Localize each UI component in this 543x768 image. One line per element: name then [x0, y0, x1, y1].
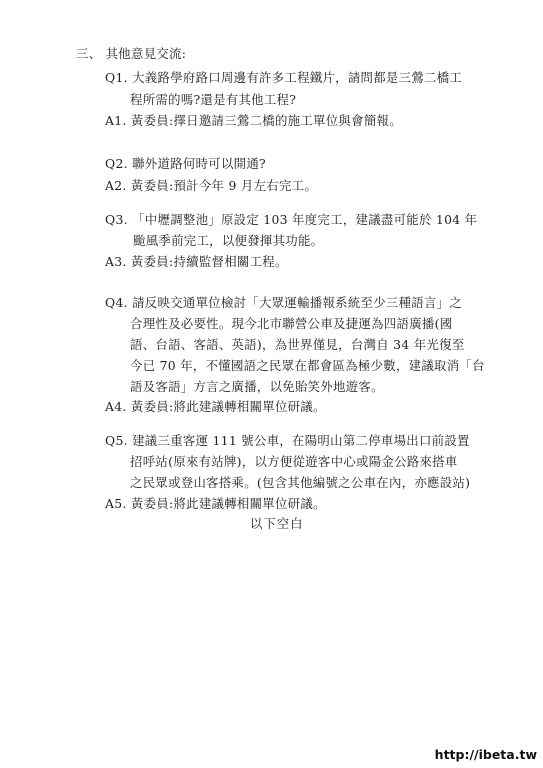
question-5-line-2: 招呼站(原來有站牌)，以方便從遊客中心或陽金公路來搭車 [130, 454, 458, 469]
section-heading: 三、 其他意見交流: [76, 46, 187, 61]
question-4-line-1: Q4. 請反映交通單位檢討「大眾運輸播報系統至少三種語言」之 [105, 295, 463, 310]
question-3-line-1: Q3. 「中壢調整池」原設定 103 年度完工，建議盡可能於 104 年 [105, 212, 478, 227]
question-4-line-4: 今已 70 年，不懂國語之民眾在都會區為極少數，建議取消「台 [130, 358, 485, 373]
answer-3: A3. 黃委員:持續監督相關工程。 [105, 254, 288, 269]
question-5-line-1: Q5. 建議三重客運 111 號公車，在陽明山第二停車場出口前設置 [105, 433, 470, 448]
answer-5: A5. 黃委員:將此建議轉相關單位研議。 [105, 496, 326, 511]
watermark: http://ibeta.tw [434, 747, 537, 762]
question-4-line-2: 合理性及必要性。現今北市聯營公車及捷運為四語廣播(國 [130, 316, 453, 331]
question-1-line-2: 程所需的嗎?還是有其他工程? [130, 92, 297, 107]
answer-2: A2. 黃委員:預計今年 9 月左右完工。 [105, 178, 318, 193]
question-3-line-2: 颱風季前完工，以便發揮其功能。 [133, 233, 324, 248]
answer-4: A4. 黃委員:將此建議轉相關單位研議。 [105, 399, 326, 414]
question-4-line-5: 語及客語」方言之廣播，以免貽笑外地遊客。 [130, 379, 384, 394]
answer-1: A1. 黃委員:擇日邀請三鶯二橋的施工單位與會簡報。 [105, 113, 402, 128]
question-2: Q2. 聯外道路何時可以開通? [105, 156, 266, 171]
question-1-line-1: Q1. 大義路學府路口周邊有許多工程鐵片，請問都是三鶯二橋工 [105, 70, 463, 85]
end-note: 以下空白 [250, 516, 304, 531]
question-4-line-3: 語、台語、客語、英語)，為世界僅見，台灣自 34 年光復至 [130, 337, 465, 352]
question-5-line-3: 之民眾或登山客搭乘。(包含其他編號之公車在內，亦應設站) [130, 475, 471, 490]
